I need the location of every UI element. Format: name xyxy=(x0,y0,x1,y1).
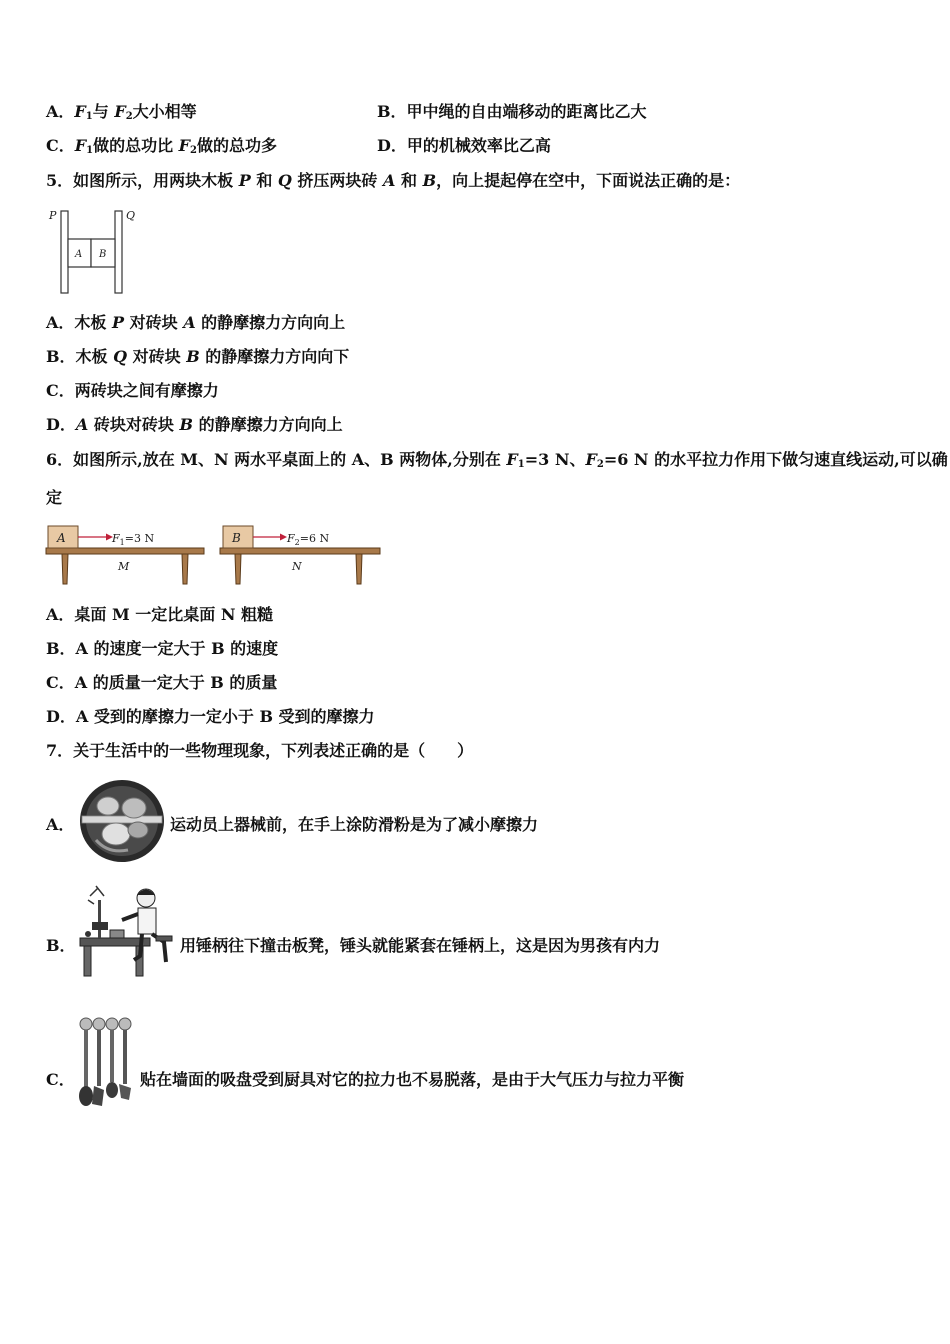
fig5-label-a: A xyxy=(75,249,83,260)
table-m-leg-right xyxy=(182,554,188,584)
gymnast-hands-icon xyxy=(78,778,166,864)
fig5-label-p: P xyxy=(49,209,57,222)
prev-option-a: A．$F_1$与 $F_2$大小相等 xyxy=(46,102,197,122)
suction-hooks-icon xyxy=(76,1016,136,1110)
board-q xyxy=(115,211,122,293)
board-p xyxy=(61,211,68,293)
prev-option-c: C．$F_1$做的总功比 $F_2$做的总功多 xyxy=(46,136,277,156)
block-a-label: A xyxy=(57,531,66,545)
prev-option-b: B．甲中绳的自由端移动的距离比乙大 xyxy=(377,102,647,121)
force-arrow-b-head xyxy=(280,534,287,541)
q6-option-c: C．A 的质量一定大于 B 的质量 xyxy=(46,673,278,692)
q6-tables-figure xyxy=(44,520,384,586)
q7-option-c-label: C． xyxy=(46,1070,75,1089)
table-m-leg-left xyxy=(62,554,68,584)
boy-hammer-icon xyxy=(76,882,176,980)
q6-stem-line-1: 6．如图所示,放在 M、N 两水平桌面上的 A、B 两物体,分别在 $F_1=3$ N、$F_2=6$ N 的水平拉力作用下做匀速直线运动,可以确 xyxy=(46,450,948,470)
q5-option-c: C．两砖块之间有摩擦力 xyxy=(46,381,219,400)
q5-boards-bricks-figure xyxy=(44,205,144,297)
force-b-label: $F_2=6$ N xyxy=(287,532,330,547)
q5-option-a: A．木板 P 对砖块 A 的静摩擦力方向向上 xyxy=(46,313,346,332)
q5-stem: 5．如图所示，用两块木板 P 和 Q 挤压两块砖 A 和 B，向上提起停在空中，下面说法正确的是： xyxy=(46,171,741,190)
q6-option-b: B．A 的速度一定大于 B 的速度 xyxy=(46,639,279,658)
block-b-label: B xyxy=(232,531,241,545)
q6-option-a: A．桌面 M 一定比桌面 N 粗糙 xyxy=(46,605,274,624)
q5-option-b: B．木板 Q 对砖块 B 的静摩擦力方向向下 xyxy=(46,347,350,366)
table-n-leg-left xyxy=(235,554,241,584)
q7-option-a-label: A． xyxy=(46,815,75,834)
force-a-label: $F_1=3$ N xyxy=(112,532,155,547)
q7-stem: 7．关于生活中的一些物理现象，下列表述正确的是（ ） xyxy=(46,741,474,760)
q7-option-b-label: B． xyxy=(46,936,76,955)
q6-option-d: D．A 受到的摩擦力一定小于 B 受到的摩擦力 xyxy=(46,707,375,726)
table-n-top xyxy=(220,548,380,554)
table-n-label: N xyxy=(292,560,302,573)
fig5-label-q: Q xyxy=(126,209,136,222)
table-m-top xyxy=(46,548,204,554)
q5-option-d: D．A 砖块对砖块 B 的静摩擦力方向向上 xyxy=(46,415,343,434)
q7-option-c-text: 贴在墙面的吸盘受到厨具对它的拉力也不易脱落，是由于大气压力与拉力平衡 xyxy=(140,1070,685,1089)
table-n-leg-right xyxy=(356,554,362,584)
q7-option-a-text: 运动员上器械前，在手上涂防滑粉是为了减小摩擦力 xyxy=(170,815,539,834)
q6-stem-line-2: 定 xyxy=(46,488,63,507)
table-m-label: M xyxy=(118,560,130,573)
fig5-label-b: B xyxy=(99,249,107,260)
prev-option-d: D．甲的机械效率比乙高 xyxy=(377,136,551,155)
q7-option-b-text: 用锤柄往下撞击板凳，锤头就能紧套在锤柄上，这是因为男孩有内力 xyxy=(180,936,661,955)
